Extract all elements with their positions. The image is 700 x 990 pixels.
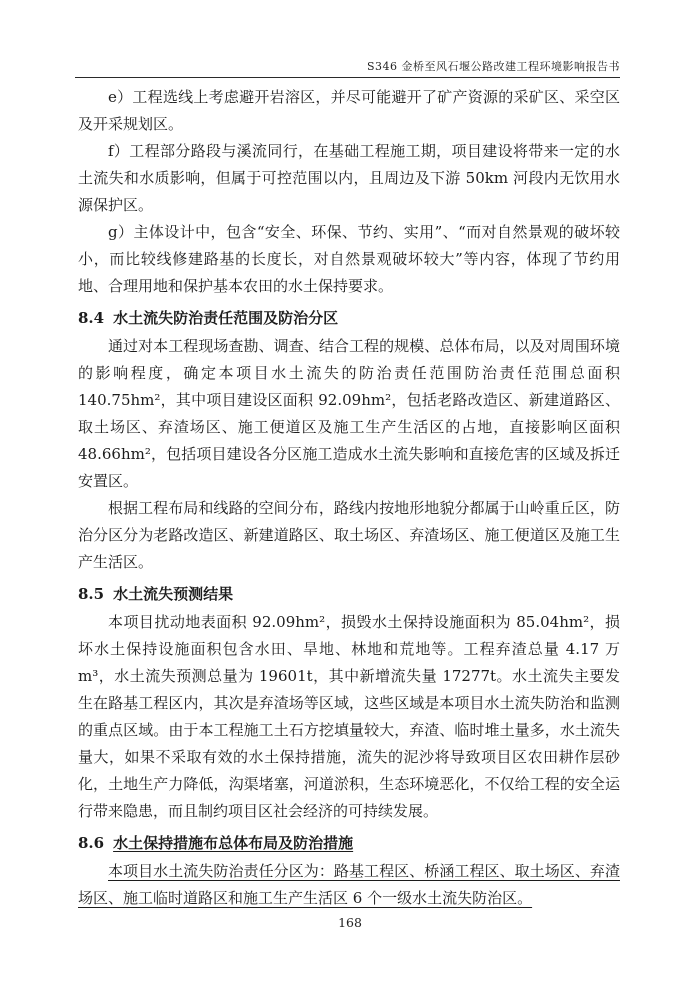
paragraph-8-5-1: 本项目扰动地表面积 92.09hm²，损毁水土保持设施面积为 85.04hm²，损坏水土保持设施面积包含水田、旱地、林地和荒地等。工程弃渣总量 4.17 万 m³，水土流失预测总量为 19601t，其中新增流失量 17277t。水土流失主要发生在路基工程区内，其次是弃渣场等区域，这些区域是本项目水土流失防治和监测的重点区域。由于本工程施工土石方挖填量较大，弃渣、临时堆土量多，水土流失量大，如果不采取有效的水土保持措施，流失的泥沙将导致项目区农田耕作层砂化，土地生产力降低，沟渠堵塞，河道淤积，生态环境恶化，不仅给工程的安全运行带来隐患，而且制约项目区社会经济的可持续发展。 [78, 613, 620, 820]
page-number: 168 [338, 915, 362, 930]
page-footer [0, 915, 700, 930]
section-title-8-5: 水土流失预测结果 [113, 585, 234, 603]
paragraph-8-4-1: 通过对本工程现场查勘、调查、结合工程的规模、总体布局，以及对周围环境的影响程度，确定本项目水土流失的防治责任范围防治责任范围总面积 140.75hm²，其中项目建设区面积 92.09hm²，包括老路改造区、新建道路区、取土场区、弃渣场区、施工便道区及施工生产生活区的占地，直接影响区面积 48.66hm²，包括项目建设各分区施工造成水土流失影响和直接危害的区域及拆迁安置区。 [78, 337, 620, 490]
section-heading-8-6 [78, 830, 620, 857]
paragraph-8-4-2: 根据工程布局和线路的空间分布，路线内按地形地貌分都属于山岭重丘区，防治分区分为老路改造区、新建道路区、取土场区、弃渣场区、施工便道区及施工生产生活区。 [78, 499, 620, 571]
document-body [78, 84, 620, 912]
paragraph-e: e）工程选线上考虑避开岩溶区，并尽可能避开了矿产资源的采矿区、采空区及开采规划区。 [78, 88, 620, 133]
section-title-8-4: 水土流失防治责任范围及防治分区 [113, 309, 339, 327]
page-header [75, 0, 620, 78]
header-title: S346 金桥至风石堰公路改建工程环境影响报告书 [366, 60, 620, 73]
paragraph-g: g）主体设计中，包含“安全、环保、节约、实用”、“而对自然景观的破坏较小，而比较线修建路基的长度长，对自然景观破坏较大”等内容，体现了节约用地、合理用地和保护基本农田的水土保持要求。 [78, 223, 620, 295]
section-number-8-4: 8.4 [78, 309, 105, 327]
section-heading-8-4 [78, 305, 620, 332]
header-rule [75, 77, 620, 78]
section-heading-8-5 [78, 581, 620, 608]
paragraph-8-6-1: 本项目水土流失防治责任分区为：路基工程区、桥涵工程区、取土场区、弃渣场区、施工临时道路区和施工生产生活区 6 个一级水土流失防治区。 [78, 862, 620, 907]
section-number-8-6: 8.6 [78, 834, 105, 852]
section-title-8-6: 水土保持措施布总体布局及防治措施 [113, 834, 354, 852]
paragraph-f: f）工程部分路段与溪流同行，在基础工程施工期，项目建设将带来一定的水土流失和水质影响，但属于可控范围以内，且周边及下游 50km 河段内无饮用水源保护区。 [78, 142, 620, 214]
section-number-8-5: 8.5 [78, 585, 105, 603]
